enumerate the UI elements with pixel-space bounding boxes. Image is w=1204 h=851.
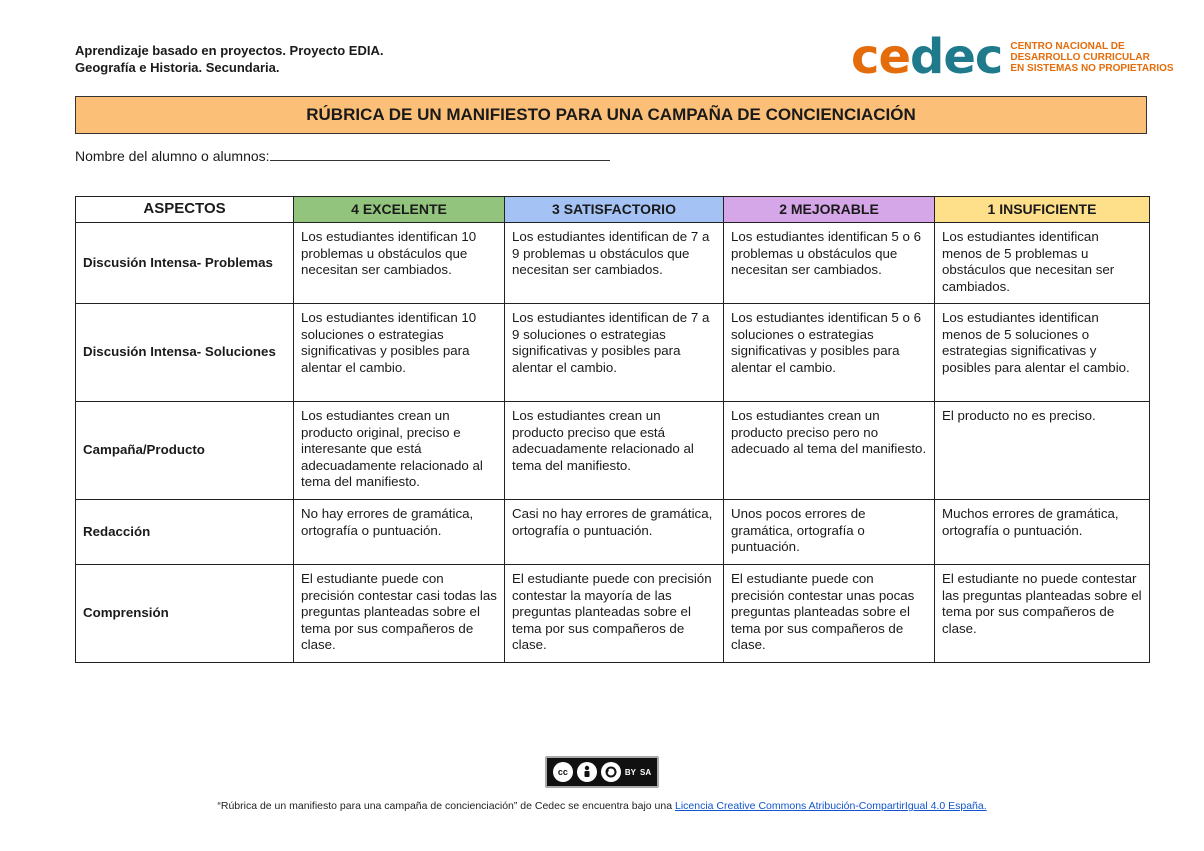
table-row xyxy=(76,565,1150,663)
criteria-cell: No hay errores de gramática, ortografía o puntuación. xyxy=(294,500,505,565)
license-link[interactable]: Licencia Creative Commons Atribución-CompartirIgual 4.0 España. xyxy=(674,800,987,812)
sa-share-icon xyxy=(601,762,621,782)
criteria-cell: Los estudiantes crean un producto preciso pero no adecuado al tema del manifiesto. xyxy=(724,402,935,500)
license-attribution: “Rúbrica de un manifiesto para una campaña de concienciación” de Cedec se encuentra bajo una xyxy=(217,800,675,812)
header-line-subject: Geografía e Historia. Secundaria. xyxy=(75,60,280,75)
criteria-cell: Los estudiantes identifican 10 soluciones o estrategias significativas y posibles para alentar el cambio. xyxy=(294,304,505,402)
criteria-cell: Unos pocos errores de gramática, ortografía o puntuación. xyxy=(724,500,935,565)
criteria-cell: Los estudiantes identifican de 7 a 9 soluciones o estrategias significativas y posibles para alentar el cambio. xyxy=(505,304,724,402)
aspect-cell: Campaña/Producto xyxy=(76,402,294,500)
header-insuficiente: 1 INSUFICIENTE xyxy=(935,197,1150,223)
by-label: BY xyxy=(624,767,636,777)
criteria-cell: Los estudiantes identifican 10 problemas u obstáculos que necesitan ser cambiados. xyxy=(294,223,505,304)
table-row xyxy=(76,304,1150,402)
criteria-cell: Los estudiantes crean un producto preciso que está adecuadamente relacionado al tema del manifiesto. xyxy=(505,402,724,500)
criteria-cell: El estudiante puede con precisión contestar la mayoría de las preguntas planteadas sobre el tema por sus compañeros de clase. xyxy=(505,565,724,663)
rubric-table xyxy=(75,196,1150,663)
header-line-project: Aprendizaje basado en proyectos. Proyecto EDIA. xyxy=(75,43,384,58)
cedec-logo-subtitle: CENTRO NACIONAL DE DESARROLLO CURRICULAR EN SISTEMAS NO PROPIETARIOS xyxy=(1010,40,1174,74)
rubric-title: RÚBRICA DE UN MANIFIESTO PARA UNA CAMPAÑA DE CONCIENCIACIÓN xyxy=(75,96,1147,134)
header-mejorable: 2 MEJORABLE xyxy=(724,197,935,223)
criteria-cell: El producto no es preciso. xyxy=(935,402,1150,500)
cedec-logo xyxy=(851,29,1174,85)
student-name-blank xyxy=(270,148,610,161)
table-row xyxy=(76,402,1150,500)
cc-by-sa-badge xyxy=(545,756,659,788)
criteria-cell: El estudiante puede con precisión contestar unas pocas preguntas planteadas sobre el tema por sus compañeros de clase. xyxy=(724,565,935,663)
criteria-cell: Los estudiantes crean un producto original, preciso e interesante que está adecuadamente relacionado al tema del manifiesto. xyxy=(294,402,505,500)
header-satisfactorio: 3 SATISFACTORIO xyxy=(505,197,724,223)
criteria-cell: El estudiante puede con precisión contestar casi todas las preguntas planteadas sobre el tema por sus compañeros de clase. xyxy=(294,565,505,663)
criteria-cell: Los estudiantes identifican de 7 a 9 problemas u obstáculos que necesitan ser cambiados. xyxy=(505,223,724,304)
cc-icon: cc xyxy=(553,762,573,782)
aspect-cell: Discusión Intensa- Problemas xyxy=(76,223,294,304)
cedec-logo-word: cedec xyxy=(851,29,1003,85)
by-person-icon xyxy=(577,762,597,782)
aspect-cell: Comprensión xyxy=(76,565,294,663)
license-text xyxy=(0,800,1204,812)
criteria-cell: Los estudiantes identifican menos de 5 soluciones o estrategias significativas y posibles para alentar el cambio. xyxy=(935,304,1150,402)
header-aspectos: ASPECTOS xyxy=(76,197,294,223)
criteria-cell: Los estudiantes identifican menos de 5 problemas u obstáculos que necesitan ser cambiados. xyxy=(935,223,1150,304)
header-excelente: 4 EXCELENTE xyxy=(294,197,505,223)
header-info xyxy=(75,42,383,76)
student-name-label: Nombre del alumno o alumnos: xyxy=(75,148,270,164)
criteria-cell: Los estudiantes identifican 5 o 6 soluciones o estrategias significativas y posibles para alentar el cambio. xyxy=(724,304,935,402)
criteria-cell: Muchos errores de gramática, ortografía o puntuación. xyxy=(935,500,1150,565)
criteria-cell: El estudiante no puede contestar las preguntas planteadas sobre el tema por sus compañeros de clase. xyxy=(935,565,1150,663)
criteria-cell: Casi no hay errores de gramática, ortografía o puntuación. xyxy=(505,500,724,565)
table-row xyxy=(76,223,1150,304)
student-name-field xyxy=(75,148,610,164)
sa-label: SA xyxy=(640,767,652,777)
table-row xyxy=(76,500,1150,565)
aspect-cell: Discusión Intensa- Soluciones xyxy=(76,304,294,402)
rubric-header-row xyxy=(76,197,1150,223)
license-footer xyxy=(0,756,1204,812)
criteria-cell: Los estudiantes identifican 5 o 6 problemas u obstáculos que necesitan ser cambiados. xyxy=(724,223,935,304)
aspect-cell: Redacción xyxy=(76,500,294,565)
